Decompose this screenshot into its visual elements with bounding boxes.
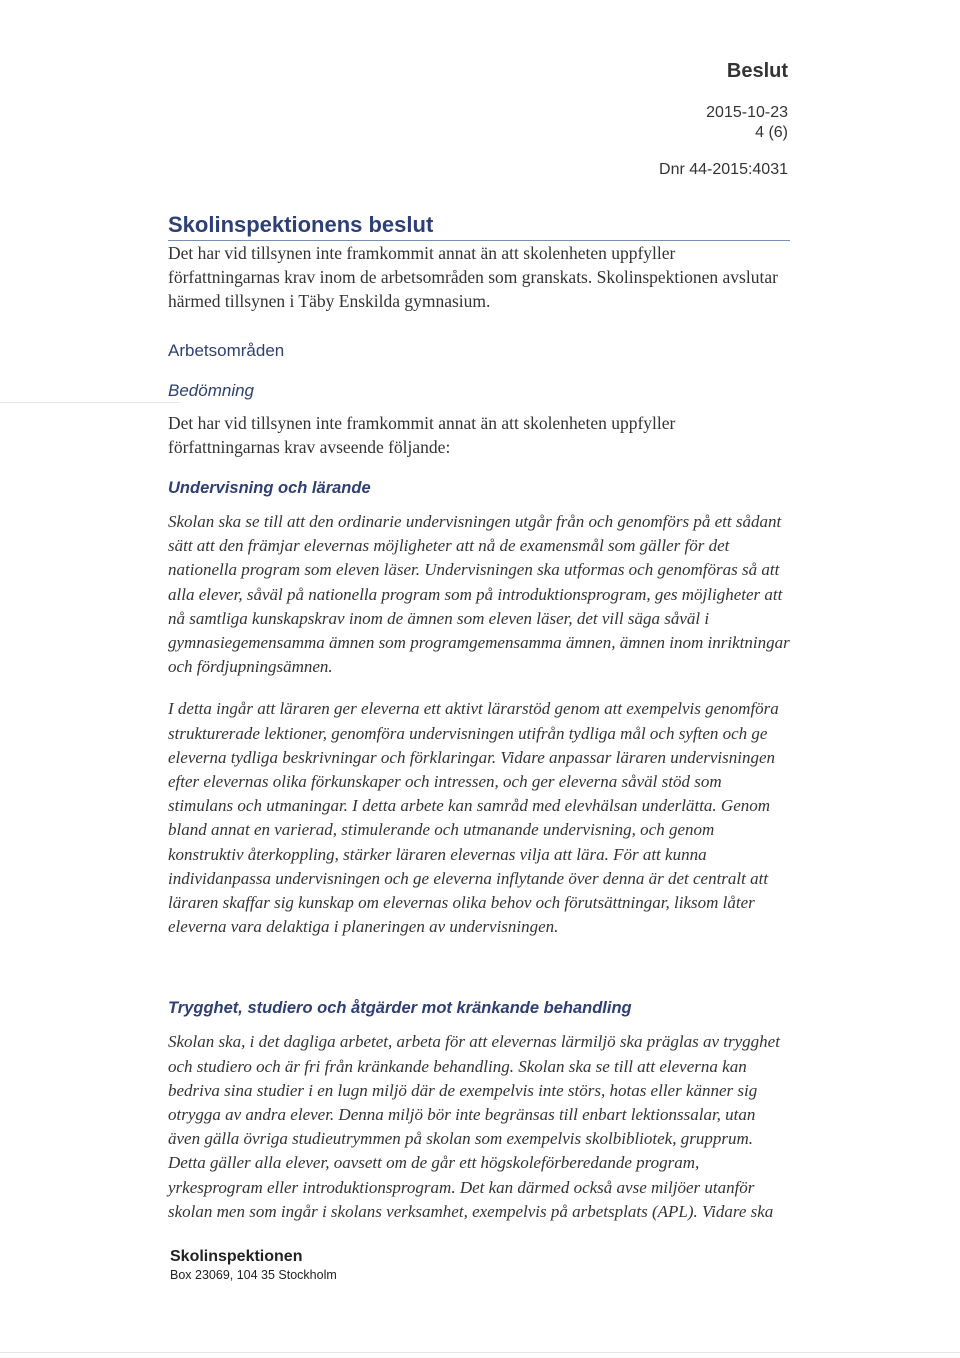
document-type: Beslut bbox=[726, 60, 788, 82]
assessment-title: Bedömning bbox=[168, 381, 255, 400]
scan-artifact-line bbox=[0, 402, 180, 403]
teaching-paragraph: I detta ingår att läraren ger eleverna ett aktivt lärarstöd genom att exempelvis genomföra strukturerade lektioner, genomföra undervisningen utifrån tydliga mål och syften och ge eleverna tydliga beskrivningar och förklaringar. Vidare anpassar läraren undervisningen efter elevernas olika förkunskaper och intressen, och ger eleverna såväl stöd som stimulans och utmaningar. I detta arbete kan samråd med elevhälsan underlätta. Genom bland annat en varierad, stimulerande och utmanande undervisning, och genom konstruktiv återkoppling, stärker läraren elevernas vilja att lära. För att kunna individanpassa undervisningen och ge eleverna inflytande över denna är det centralt att läraren skaffar sig kunskap om elevernas olika behov och förutsättningar, liksom låter eleverna vara delaktiga i planeringen av undervisningen. bbox=[168, 699, 779, 937]
footer-address: Box 23069, 104 35 Stockholm bbox=[170, 1268, 337, 1282]
safety-paragraph: Skolan ska, i det dagliga arbetet, arbeta för att elevernas lärmiljö ska präglas av trygghet och studiero och är fri från kränkande behandling. Skolan ska se till att eleverna kan bedriva sina studier i en lugn miljö där de exempelvis inte störs, hotas eller känner sig otrygga av andra elever. Denna miljö bör inte begränsas till enbart lektionssalar, utan även gälla övriga studieutrymmen på skolan som exempelvis skolbibliotek, grupprum. Detta gäller alla elever, oavsett om de går ett högskoleförberedande program, yrkesprogram eller introduktionsprogram. Det kan därmed också avse miljöer utanför skolan men som ingår i skolans verksamhet, exempelvis på arbetsplats (APL). Vidare ska bbox=[168, 1032, 780, 1221]
scan-artifact-line bbox=[0, 1352, 960, 1353]
document-header bbox=[659, 60, 788, 179]
teaching-title: Undervisning och lärande bbox=[168, 479, 371, 497]
footer-organization: Skolinspektionen bbox=[170, 1248, 303, 1265]
areas-title: Arbetsområden bbox=[168, 341, 285, 360]
decision-title: Skolinspektionens beslut bbox=[168, 212, 790, 241]
decision-text: Det har vid tillsynen inte framkommit annat än att skolenheten uppfyller författningarnas krav inom de arbetsområden som granskats. Skolinspektionen avslutar härmed tillsynen i Täby Enskilda gymnasium. bbox=[168, 243, 778, 311]
reference-number: Dnr 44-2015:4031 bbox=[659, 161, 788, 178]
teaching-paragraph: Skolan ska se till att den ordinarie undervisningen utgår från och genomförs på ett sådant sätt att den främjar elevernas möjligheter att nå de examensmål som gäller för det nationella program som eleven läser. Undervisningen ska utformas och genomföras så att alla elever, såväl på nationella program som på introduktionsprogram, ges möjligheter att nå samtliga kunskapskrav inom de ämnen som eleven läser, det vill säga såväl i gymnasiegemensamma ämnen som programgemensamma ämnen, ämnen inom inriktningar och fördjupningsämnen. bbox=[168, 512, 790, 677]
assessment-text: Det har vid tillsynen inte framkommit annat än att skolenheten uppfyller författningarnas krav avseende följande: bbox=[168, 413, 676, 457]
document-body bbox=[168, 212, 790, 1224]
document-footer bbox=[170, 1248, 337, 1282]
safety-title: Trygghet, studiero och åtgärder mot kränkande behandling bbox=[168, 999, 632, 1018]
page-number: 4 (6) bbox=[755, 124, 788, 141]
document-date: 2015-10-23 bbox=[706, 104, 788, 121]
